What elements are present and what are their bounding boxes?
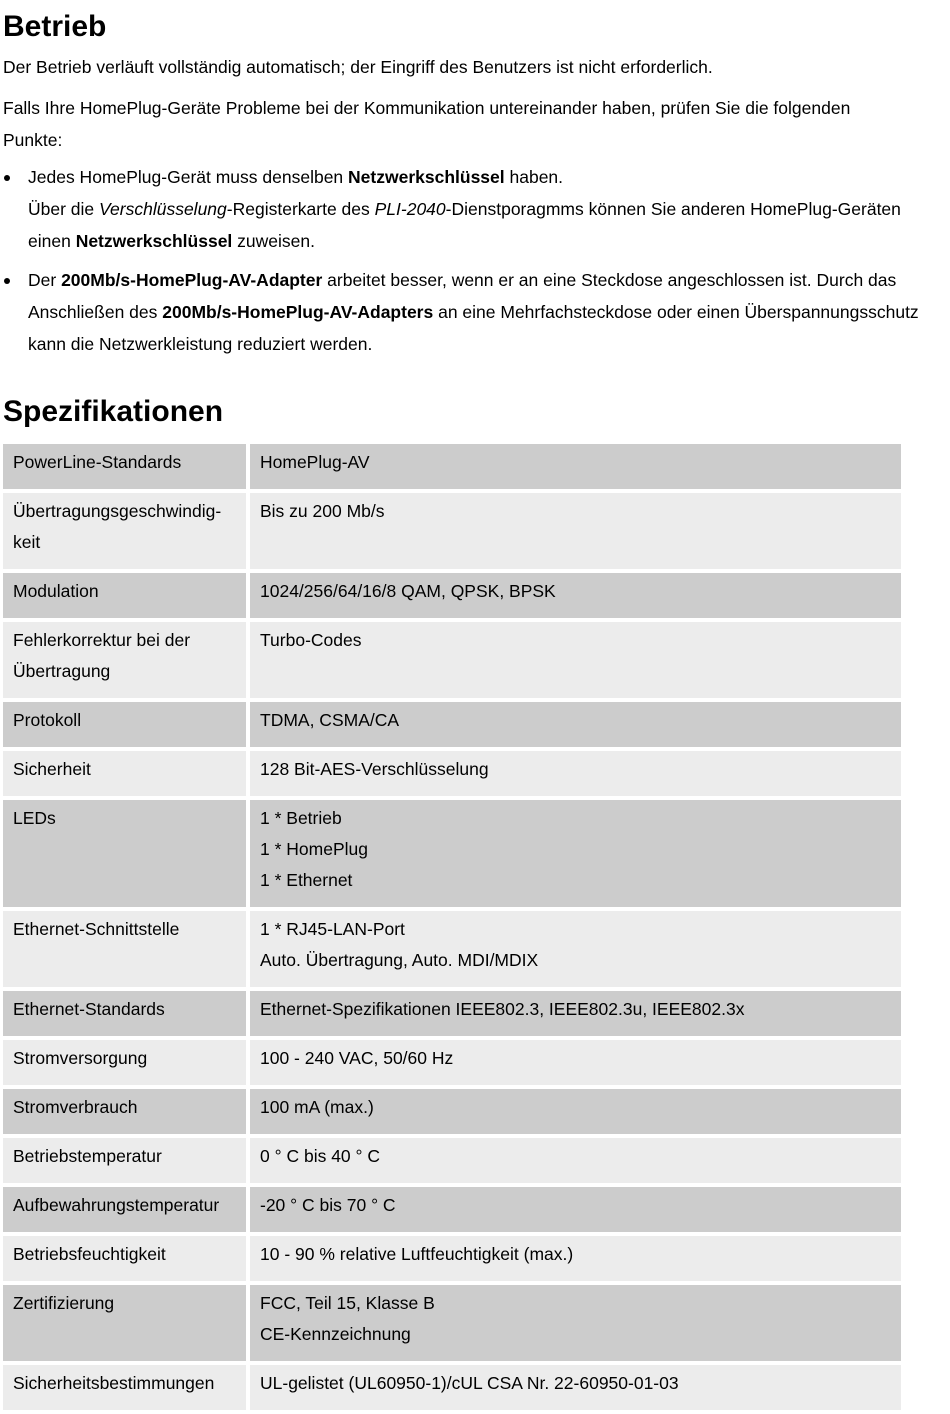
paragraph-automatic-operation: Der Betrieb verläuft vollständig automatisch; der Eingriff des Benutzers ist nicht erforderlich. [3,57,713,77]
list-item-network-key [3,161,928,257]
specifications-table [3,444,901,1414]
spec-label: Betriebsfeuchtigkeit [3,1236,250,1285]
spec-value-line: Turbo-Codes [260,630,362,650]
spec-value-line: 100 - 240 VAC, 50/60 Hz [260,1048,454,1068]
spec-label: Sicherheit [3,751,250,800]
spec-value [250,573,901,622]
spec-value [250,1236,901,1285]
spec-value [250,800,901,911]
spec-value-line: 100 mA (max.) [260,1097,374,1117]
spec-value-line: HomePlug-AV [260,452,370,472]
spec-value [250,1138,901,1187]
spec-value [250,622,901,702]
table-row [3,911,901,991]
spec-value-line: FCC, Teil 15, Klasse B [260,1293,435,1313]
spec-value [250,702,901,751]
spec-value-line: 128 Bit-AES-Verschlüsselung [260,759,489,779]
spec-label-line: Übertragungsgeschwindig- [13,501,222,521]
spec-label: LEDs [3,800,250,911]
spec-label: Ethernet-Standards [3,991,250,1040]
spec-value-line: 1024/256/64/16/8 QAM, QPSK, BPSK [260,581,556,601]
table-row [3,751,901,800]
spec-value-line: Ethernet-Spezifikationen IEEE802.3, IEEE802.3u, IEEE802.3x [260,999,745,1019]
table-row [3,1236,901,1285]
table-row [3,1365,901,1414]
spec-label: Aufbewahrungstemperatur [3,1187,250,1236]
spec-value [250,1187,901,1236]
spec-label: Modulation [3,573,250,622]
spec-label: Zertifizierung [3,1285,250,1365]
spec-value-line: 1 * Ethernet [260,870,353,890]
spec-label: Sicherheitsbestimmungen [3,1365,250,1414]
spec-value-line: -20 ° C bis 70 ° C [260,1195,396,1215]
spec-value [250,1089,901,1138]
spec-value-line: TDMA, CSMA/CA [260,710,400,730]
spec-label: PowerLine-Standards [3,444,250,493]
spec-value-line: 1 * Betrieb [260,808,342,828]
spec-label: Protokoll [3,702,250,751]
table-row [3,800,901,911]
table-row [3,1089,901,1138]
bullet-icon [4,175,10,181]
table-row [3,622,901,702]
spec-value-line: 10 - 90 % relative Luftfeuchtigkeit (max.) [260,1244,574,1264]
spec-value [250,751,901,800]
table-row [3,1187,901,1236]
table-row [3,991,901,1040]
spec-value [250,1365,901,1414]
heading-spezifikationen: Spezifikationen [3,395,224,428]
spec-label: Betriebstemperatur [3,1138,250,1187]
spec-label: Stromversorgung [3,1040,250,1089]
spec-value [250,493,901,573]
table-row [3,1040,901,1089]
heading-betrieb: Betrieb [3,10,107,43]
spec-label [3,493,250,573]
bullet1-line2: Über die Verschlüsselung-Registerkarte des PLI-2040-Dienstporagmms können Sie anderen HomePlug-Geräten einen Netzwerkschlüssel zuweisen. [28,199,901,251]
troubleshooting-list [3,161,928,367]
list-item-adapter-outlet: Der 200Mb/s-HomePlug-AV-Adapter arbeitet besser, wenn er an eine Steckdose angeschlossen ist. Durch das Anschließen des 200Mb/s-HomePlug-AV-Adapters an eine Mehrfachsteckdose oder einen Überspannungsschutz kann die Netzwerkleistung reduziert werden. [3,264,928,360]
spec-label-line: keit [13,532,41,552]
spec-value [250,1040,901,1089]
table-row [3,702,901,751]
table-row [3,573,901,622]
bullet-icon [4,278,10,284]
table-row [3,1138,901,1187]
table-row [3,1285,901,1365]
spec-label: Ethernet-Schnittstelle [3,911,250,991]
spec-value [250,911,901,991]
spec-value-line: 1 * HomePlug [260,839,368,859]
spec-value [250,1285,901,1365]
table-row [3,444,901,493]
spec-value [250,444,901,493]
spec-label: Stromverbrauch [3,1089,250,1138]
paragraph-troubleshooting-intro: Falls Ihre HomePlug-Geräte Probleme bei der Kommunikation untereinander haben, prüfen Sie die folgenden Punkte: [3,98,851,150]
spec-value-line: Bis zu 200 Mb/s [260,501,385,521]
spec-value-line: UL-gelistet (UL60950-1)/cUL CSA Nr. 22-60950-01-03 [260,1373,679,1393]
table-row [3,493,901,573]
spec-value-line: 0 ° C bis 40 ° C [260,1146,381,1166]
spec-label: Fehlerkorrektur bei der Übertragung [3,622,250,702]
spec-value-line: 1 * RJ45-LAN-Port [260,919,405,939]
spec-value-line: CE-Kennzeichnung [260,1324,411,1344]
spec-value [250,991,901,1040]
spec-value-line: Auto. Übertragung, Auto. MDI/MDIX [260,950,539,970]
bullet1-line1: Jedes HomePlug-Gerät muss denselben Netzwerkschlüssel haben. [28,167,564,187]
